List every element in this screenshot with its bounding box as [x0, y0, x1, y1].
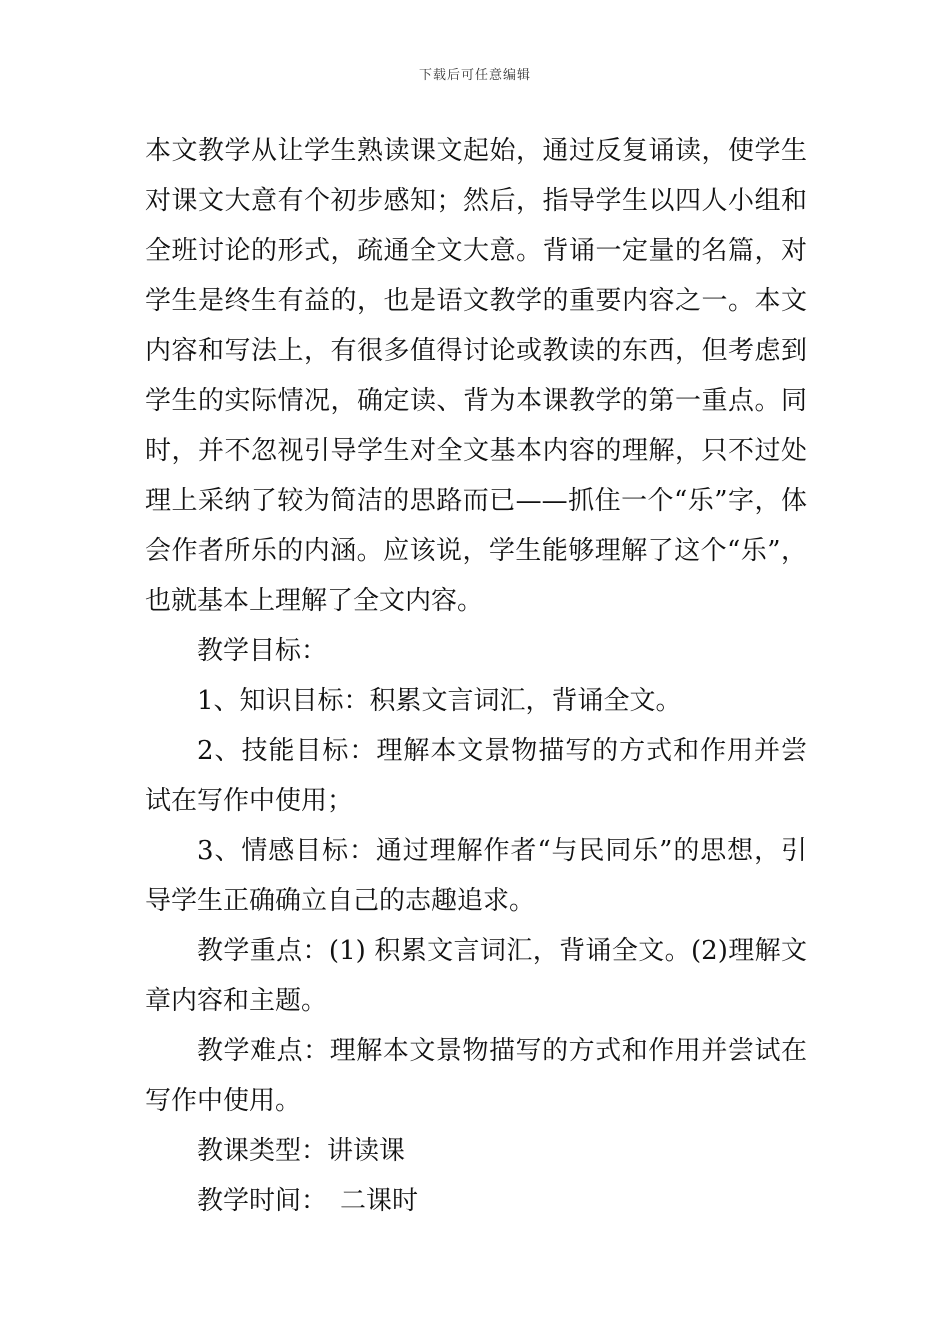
- teaching-difficulty: 教学难点：理解本文景物描写的方式和作用并尝试在写作中使用。: [145, 1036, 807, 1116]
- page-header: 下载后可任意编辑: [418, 68, 531, 83]
- skill-goal: 2、技能目标：理解本文景物描写的方式和作用并尝试在写作中使用；: [145, 736, 807, 816]
- lesson-type: 教课类型：讲读课: [197, 1136, 406, 1166]
- teaching-goals-heading: 教学目标：: [197, 636, 328, 666]
- teaching-time: 教学时间： 二课时: [197, 1186, 419, 1216]
- teaching-focus: 教学重点：(1) 积累文言词汇，背诵全文。(2)理解文章内容和主题。: [145, 936, 807, 1016]
- document-body: [145, 126, 807, 1226]
- emotion-goal: 3、情感目标：通过理解作者“与民同乐”的思想，引导学生正确确立自己的志趣追求。: [145, 836, 807, 916]
- knowledge-goal: 1、知识目标：积累文言词汇，背诵全文。: [197, 686, 682, 716]
- intro-paragraph: 本文教学从让学生熟读课文起始，通过反复诵读，使学生对课文大意有个初步感知；然后，指导学生以四人小组和全班讨论的形式，疏通全文大意。背诵一定量的名篇，对学生是终生有益的，也是语文教学的重要内容之一。本文内容和写法上，有很多值得讨论或教读的东西，但考虑到学生的实际情况，确定读、背为本课教学的第一重点。同时，并不忽视引导学生对全文基本内容的理解，只不过处理上采纳了较为简洁的思路而已——抓住一个“乐”字，体会作者所乐的内涵。应该说，学生能够理解了这个“乐”，也就基本上理解了全文内容。: [145, 136, 807, 616]
